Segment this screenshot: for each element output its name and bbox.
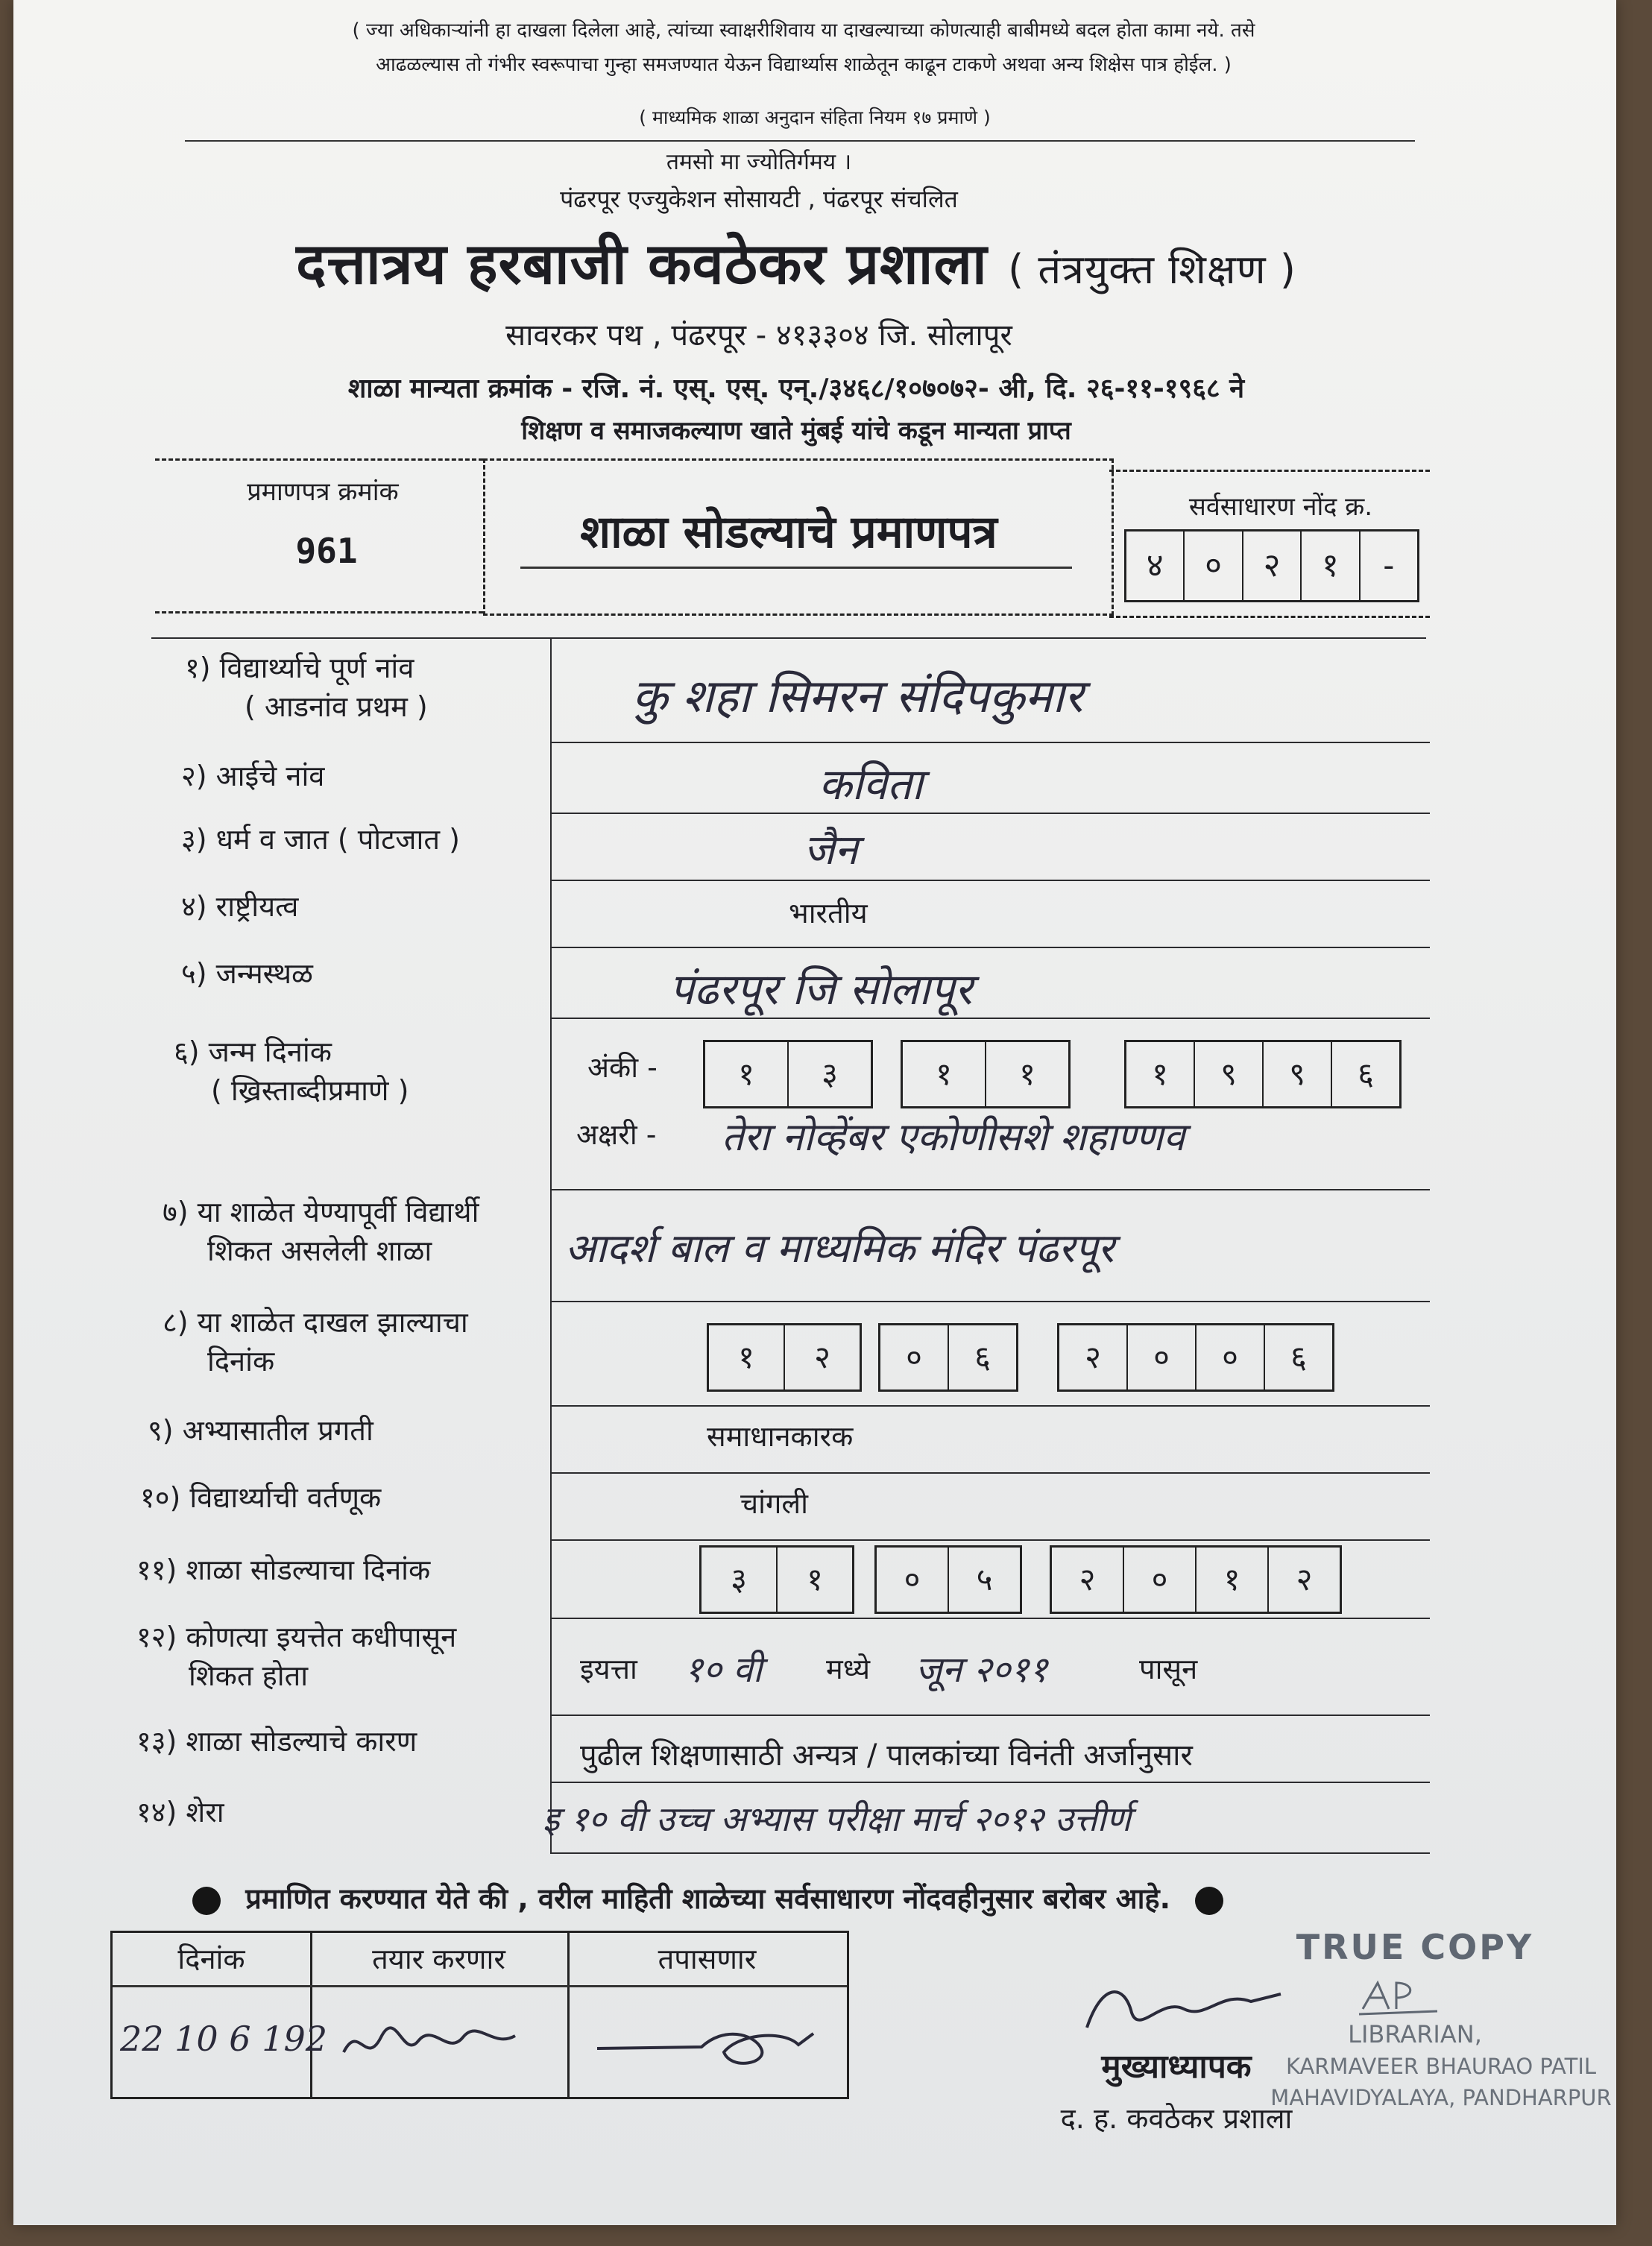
date-digit: २	[1052, 1548, 1124, 1612]
certification-statement	[177, 1878, 1445, 1917]
field-11-label: ११) शाळा सोडल्याचा दिनांक	[136, 1553, 431, 1586]
date-digit: ३	[702, 1548, 778, 1612]
motto: तमसो मा ज्योतिर्गमय ।	[666, 149, 852, 175]
row-line	[550, 880, 1430, 881]
progress-value: समाधानकारक	[707, 1420, 854, 1453]
certification-text: प्रमाणित करण्यात येते की , वरील माहिती शाळेच्या सर्वसाधारण नोंदवहीनुसार बरोबर आहे.	[245, 1882, 1171, 1915]
birthplace-value: पंढरपूर जि सोलापूर	[669, 964, 973, 1015]
recognition-line-2: शिक्षण व समाजकल्याण खाते मुंबई यांचे कडून मान्यता प्राप्त	[521, 416, 1071, 446]
admission-day-boxes	[707, 1323, 862, 1392]
date-digit: ३	[822, 1056, 838, 1092]
headmaster-title: मुख्याध्यापक	[1101, 2048, 1252, 2086]
date-digit: ०	[1128, 1325, 1197, 1389]
date-digit: ९	[1195, 1042, 1264, 1106]
conduct-value: चांगली	[740, 1487, 808, 1520]
field-1-label-sub: ( आडनांव प्रथम )	[245, 690, 428, 723]
stamp-college-line-1: KARMAVEER BHAURAO PATIL	[1285, 2054, 1597, 2079]
stamp-librarian: LIBRARIAN,	[1348, 2020, 1482, 2048]
rule-reference: ( माध्यमिक शाळा अनुदान संहिता नियम १७ प्रमाणे )	[639, 107, 991, 128]
cert-no-border-bottom	[155, 611, 483, 613]
date-digit: ०	[1124, 1548, 1197, 1612]
row-line	[550, 1018, 1430, 1019]
field-6-label-sub: ( ख्रिस्ताब्दीप्रमाणे )	[211, 1074, 409, 1107]
dob-day-boxes	[703, 1040, 873, 1108]
school-name	[163, 224, 1430, 300]
warning-line-1: ( ज्या अधिकाऱ्यांनी हा दाखला दिलेला आहे, त्यांच्या स्वाक्षरीशिवाय या दाखल्याच्या कोणत्याही बाबीमध्ये बदल होता कामा नये. तसे	[352, 19, 1255, 42]
dob-words-label: अक्षरी -	[576, 1118, 657, 1151]
verification-table	[110, 1931, 849, 2099]
row-line	[550, 1618, 1430, 1619]
class-since-mid: मध्ये	[826, 1653, 871, 1685]
religion-value: जैन	[804, 826, 858, 874]
register-number-label: सर्वसाधारण नोंद क्र.	[1188, 492, 1373, 522]
column-divider	[310, 1933, 312, 2097]
field-4-label: ४) राष्ट्रीयत्व	[181, 890, 299, 923]
certificate-number: 961	[295, 531, 358, 571]
register-border-top	[1109, 470, 1430, 472]
title-underline	[520, 567, 1072, 569]
stamp-college-line-2: MAHAVIDYALAYA, PANDHARPUR	[1270, 2085, 1612, 2110]
date-digit: ५	[976, 1561, 993, 1597]
date-digit: १	[709, 1325, 785, 1389]
date-digit: १	[1019, 1056, 1035, 1092]
field-7-label	[163, 1193, 543, 1270]
cert-no-border-top	[155, 458, 483, 461]
society-name: पंढरपूर एज्युकेशन सोसायटी , पंढरपूर संचलित	[560, 185, 958, 213]
field-2-label: २) आईचे नांव	[181, 760, 325, 792]
field-12-label-sub: शिकत होता	[189, 1659, 309, 1692]
prepared-column-header: तयार करणार	[372, 1943, 505, 1975]
date-digit: ९	[1264, 1042, 1332, 1106]
leaving-day-boxes	[699, 1545, 854, 1614]
field-13-label: १३) शाळा सोडल्याचे कारण	[136, 1725, 417, 1758]
register-digit: २	[1243, 531, 1302, 600]
field-10-label: १०) विद्यार्थ्याची वर्तणूक	[140, 1481, 382, 1514]
dob-words-value: तेरा नोव्हेंबर एकोणीसशे शहाण्णव	[722, 1115, 1185, 1160]
register-digit: ०	[1185, 531, 1243, 600]
admission-month-boxes	[878, 1323, 1018, 1392]
headmaster-school: द. ह. कवठेकर प्रशाला	[1060, 2102, 1293, 2135]
class-since-prefix: इयत्ता	[580, 1653, 637, 1685]
field-8-label-sub: दिनांक	[207, 1345, 275, 1378]
recognition-line-1: शाळा मान्यता क्रमांक - रजि. नं. एस्. एस्. एन्./३४६८/१०७०७२- अी, दि. २६-११-१९६८ ने	[347, 373, 1245, 404]
row-line	[550, 1715, 1430, 1716]
date-digit: १	[705, 1042, 789, 1106]
dob-year-boxes	[1124, 1040, 1402, 1108]
date-digit: ६	[974, 1339, 991, 1375]
warning-text	[163, 13, 1445, 82]
school-name-main: दत्तात्रय हरबाजी कवठेकर प्रशाला	[296, 230, 988, 297]
field-1-label	[185, 649, 535, 726]
leaving-reason-value: पुढील शिक्षणासाठी अन्यत्र / पालकांच्या विनंती अर्जानुसार	[580, 1738, 1193, 1773]
dob-digits-label: अंकी -	[587, 1051, 658, 1084]
register-border-bottom	[1109, 616, 1430, 618]
leaving-month-boxes	[874, 1545, 1022, 1614]
mother-name-value: कविता	[819, 759, 923, 810]
field-14-label: १४) शेरा	[136, 1796, 224, 1829]
checker-signature	[590, 2011, 828, 2078]
register-number-boxes	[1124, 529, 1419, 602]
date-digit: ०	[880, 1325, 949, 1389]
field-6-label	[174, 1032, 532, 1110]
header-divider	[185, 140, 1415, 142]
stamp-initials	[1355, 1975, 1445, 2020]
field-3-label: ३) धर्म व जात ( पोटजात )	[181, 823, 460, 856]
table-column-divider	[550, 637, 552, 1852]
field-8-label	[163, 1303, 543, 1381]
certificate-page	[13, 0, 1616, 2225]
register-digit: ४	[1126, 531, 1185, 600]
row-line	[550, 1189, 1430, 1190]
warning-line-2: आढळल्यास तो गंभीर स्वरूपाचा गुन्हा समजण्यात येऊन विद्यार्थ्यास शाळेतून काढून टाकणे अथवा अन्य शिक्षेस पात्र होईल. )	[376, 54, 1232, 76]
row-line	[550, 1782, 1430, 1783]
nationality-value: भारतीय	[789, 897, 868, 930]
row-line	[151, 637, 1426, 639]
date-digit: १	[1197, 1548, 1269, 1612]
row-line	[550, 947, 1430, 948]
dob-month-boxes	[901, 1040, 1071, 1108]
date-digit: २	[1296, 1561, 1313, 1597]
register-digit: -	[1383, 546, 1395, 584]
certificate-number-label: प्रमाणपत्र क्रमांक	[247, 477, 399, 507]
date-digit: २	[814, 1339, 830, 1375]
class-since-std: १० वी	[684, 1649, 763, 1691]
field-5-label: ५) जन्मस्थळ	[181, 957, 313, 990]
school-address: सावरकर पथ , पंढरपूर - ४१३३०४ जि. सोलापूर	[505, 318, 1012, 353]
prepared-signature	[336, 2015, 530, 2075]
issue-date-value: 22 10 6 192	[120, 2019, 327, 2059]
row-line	[550, 813, 1430, 814]
bullet-icon	[192, 1887, 221, 1915]
bullet-icon	[1195, 1887, 1223, 1915]
admission-year-boxes	[1057, 1323, 1334, 1392]
student-name-value: कु शहा सिमरन संदिपकुमार	[632, 669, 1083, 723]
row-line	[550, 1405, 1430, 1407]
date-digit: २	[1059, 1325, 1128, 1389]
column-divider	[567, 1933, 570, 2097]
row-line	[550, 742, 1430, 743]
date-digit: ०	[1197, 1325, 1265, 1389]
true-copy-stamp: TRUE COPY	[1296, 1927, 1534, 1967]
field-1-label-main: १) विद्यार्थ्याचे पूर्ण नांव	[185, 652, 414, 684]
class-since-suffix: पासून	[1139, 1653, 1198, 1685]
date-digit: ६	[1358, 1056, 1374, 1092]
field-9-label: ९) अभ्यासातील प्रगती	[148, 1414, 373, 1447]
date-digit: १	[903, 1042, 986, 1106]
school-name-suffix: ( तंत्रयुक्त शिक्षण )	[1008, 246, 1296, 293]
date-column-header: दिनांक	[177, 1943, 245, 1975]
certificate-title: शाळा सोडल्याचे प्रमाणपत्र	[580, 506, 997, 558]
checked-column-header: तपासणार	[658, 1943, 757, 1975]
field-12-label	[136, 1618, 539, 1695]
remarks-value: इ १० वी उच्च अभ्यास परीक्षा मार्च २०१२ उत्तीर्ण	[543, 1799, 1131, 1839]
field-8-label-main: ८) या शाळेत दाखल झाल्याचा	[163, 1306, 468, 1339]
previous-school-value: आदर्श बाल व माध्यमिक मंदिर पंढरपूर	[565, 1225, 1115, 1272]
row-line	[550, 1301, 1430, 1302]
field-6-label-main: ६) जन्म दिनांक	[174, 1035, 332, 1068]
row-line	[550, 1472, 1430, 1474]
field-7-label-main: ७) या शाळेत येण्यापूर्वी विद्यार्थी	[163, 1196, 479, 1228]
date-digit: ६	[1290, 1339, 1307, 1375]
date-digit: १	[807, 1561, 823, 1597]
date-digit: १	[1126, 1042, 1195, 1106]
field-12-label-main: १२) कोणत्या इयत्तेत कधीपासून	[136, 1621, 457, 1653]
date-digit: ०	[877, 1548, 949, 1612]
field-7-label-sub: शिकत असलेली शाळा	[207, 1234, 432, 1267]
register-digit: १	[1302, 531, 1360, 600]
row-line	[550, 1539, 1430, 1541]
row-line	[550, 1852, 1430, 1854]
leaving-year-boxes	[1050, 1545, 1342, 1614]
headmaster-signature	[1072, 1968, 1296, 2050]
class-since-date: जून २०११	[915, 1649, 1048, 1691]
header-row-divider	[113, 1985, 847, 1987]
